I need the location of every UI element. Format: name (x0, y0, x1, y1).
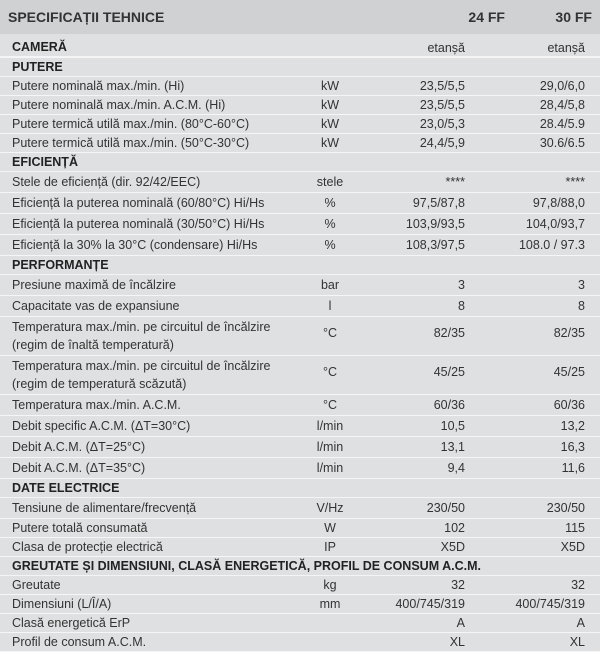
row-unit: °C (322, 326, 338, 340)
value-30ff: 13,2 (560, 419, 585, 433)
row-label: Putere termică utilă max./min. (80°C-60°C) (12, 117, 250, 131)
table-row (0, 395, 600, 416)
row-label-line2: (regim de temperatură scăzută) (12, 377, 187, 391)
table-row (0, 134, 600, 153)
row-label-line1: Temperatura max./min. pe circuitul de încălzire (12, 320, 271, 334)
table-row (0, 115, 600, 134)
table-row (0, 77, 600, 96)
table-header (0, 0, 600, 34)
row-unit: IP (324, 540, 336, 554)
value-24ff: 23,5/5,5 (419, 98, 465, 112)
table-row (0, 437, 600, 458)
spec-sections (0, 34, 600, 652)
section-title-date-electrice: DATE ELECTRICE (0, 479, 600, 498)
row-label: Putere termică utilă max./min. (50°C-30°C) (12, 136, 250, 150)
row-unit: mm (319, 597, 341, 611)
value-30ff: 28,4/5,8 (539, 98, 585, 112)
value-30ff: 28.4/5.9 (539, 117, 585, 131)
value-24ff: 230/50 (426, 501, 465, 515)
row-unit: % (324, 217, 336, 231)
value-30ff: 8 (578, 299, 585, 313)
value-24ff: 60/36 (433, 398, 465, 412)
table-row (0, 296, 600, 317)
row-label: Clasă energetică ErP (12, 616, 131, 630)
row-label: Debit specific A.C.M. (ΔT=30°C) (12, 419, 191, 433)
row-unit: kW (320, 79, 340, 93)
value-24ff: 24,4/5,9 (419, 136, 465, 150)
value-24ff: 103,9/93,5 (405, 217, 465, 231)
value-30ff: 30.6/6.5 (539, 136, 585, 150)
value-30ff: 11,6 (561, 461, 585, 475)
row-unit: kg (323, 578, 337, 592)
row-unit: kW (320, 117, 340, 131)
value-24ff: X5D (440, 540, 465, 554)
row-label: Clasa de protecție electrică (12, 540, 163, 554)
row-label: Eficiență la 30% la 30°C (condensare) Hi/Hs (12, 238, 258, 252)
table-row (0, 519, 600, 538)
row-label (0, 356, 305, 393)
value-24ff: 3 (458, 278, 465, 292)
column-header-30ff: 30 FF (555, 9, 592, 25)
row-unit: l (328, 299, 332, 313)
row-label (0, 317, 305, 354)
row-label: Dimensiuni (L/Î/A) (12, 597, 112, 611)
table-row (0, 498, 600, 519)
row-label: Putere nominală max./min. A.C.M. (Hi) (12, 98, 226, 112)
row-unit: % (324, 196, 336, 210)
value-30ff: 45/25 (553, 365, 585, 379)
section-title-performante: PERFORMANȚE (0, 256, 600, 275)
value-30ff: A (576, 616, 585, 630)
table-row (0, 96, 600, 115)
row-label-line2: (regim de înaltă temperatură) (12, 338, 174, 352)
value-30ff: 115 (565, 521, 585, 535)
table-row (0, 576, 600, 595)
table-row (0, 172, 600, 193)
row-label: Putere totală consumată (12, 521, 148, 535)
value-30ff: 16,3 (560, 440, 585, 454)
value-24ff: 45/25 (433, 365, 465, 379)
row-unit: W (324, 521, 336, 535)
value-30ff: XL (569, 635, 585, 649)
row-unit: °C (322, 365, 338, 379)
table-row (0, 275, 600, 296)
table-row (0, 214, 600, 235)
table-row (0, 317, 600, 356)
table-row (0, 416, 600, 437)
value-30ff: 104,0/93,7 (525, 217, 585, 231)
row-label: Temperatura max./min. A.C.M. (12, 398, 181, 412)
table-row (0, 538, 600, 557)
table-row (0, 633, 600, 652)
row-unit: V/Hz (316, 501, 344, 515)
value-24ff: 82/35 (433, 326, 465, 340)
table-row (0, 595, 600, 614)
section-title-eficienta: EFICIENȚĂ (0, 153, 600, 172)
value-30ff: 82/35 (553, 326, 585, 340)
value-30ff: etanșă (547, 41, 585, 55)
column-header-24ff: 24 FF (468, 9, 505, 25)
row-unit: % (324, 238, 336, 252)
value-30ff: 32 (571, 578, 585, 592)
row-label: Capacitate vas de expansiune (12, 299, 180, 313)
row-label: Debit A.C.M. (ΔT=25°C) (12, 440, 146, 454)
section-title-greutate-dimensiuni: GREUTATE ȘI DIMENSIUNI, CLASĂ ENERGETICĂ, PROFIL DE CONSUM A.C.M. (0, 557, 600, 576)
row-unit: l/min (316, 419, 344, 433)
row-label: Greutate (12, 578, 61, 592)
value-24ff: etanșă (427, 41, 465, 55)
row-label: Putere nominală max./min. (Hi) (12, 79, 185, 93)
row-label-line1: Temperatura max./min. pe circuitul de încălzire (12, 359, 271, 373)
row-unit: stele (316, 175, 344, 189)
value-24ff: 102 (444, 521, 465, 535)
value-30ff: 230/50 (546, 501, 585, 515)
table-row (0, 193, 600, 214)
value-24ff: 9,4 (447, 461, 465, 475)
row-unit: kW (320, 136, 340, 150)
row-label: Presiune maximă de încălzire (12, 278, 176, 292)
row-label: Eficiență la puterea nominală (30/50°C) Hi/Hs (12, 217, 265, 231)
table-row (0, 39, 600, 58)
section-title-camera: CAMERĂ (0, 38, 600, 57)
table-row (0, 235, 600, 256)
value-24ff: 23,5/5,5 (419, 79, 465, 93)
value-30ff: 108.0 / 97.3 (518, 238, 585, 252)
value-24ff: 108,3/97,5 (405, 238, 465, 252)
value-30ff: **** (565, 175, 585, 189)
value-24ff: 97,5/87,8 (412, 196, 465, 210)
value-24ff: 13,1 (440, 440, 465, 454)
row-unit: °C (322, 398, 338, 412)
table-row (0, 458, 600, 479)
section-title-putere: PUTERE (0, 58, 600, 77)
value-30ff: X5D (560, 540, 585, 554)
row-unit: l/min (316, 461, 344, 475)
value-30ff: 97,8/88,0 (532, 196, 585, 210)
table-title: SPECIFICAȚII TEHNICE (8, 9, 165, 25)
row-label: Tensiune de alimentare/frecvență (12, 501, 197, 515)
table-row (0, 614, 600, 633)
value-24ff: 23,0/5,3 (419, 117, 465, 131)
row-unit: l/min (316, 440, 344, 454)
value-24ff: A (456, 616, 465, 630)
value-24ff: 10,5 (440, 419, 465, 433)
row-label: Eficiență la puterea nominală (60/80°C) Hi/Hs (12, 196, 265, 210)
value-24ff: 32 (451, 578, 465, 592)
row-label: Profil de consum A.C.M. (12, 635, 147, 649)
row-label: Stele de eficiență (dir. 92/42/EEC) (12, 175, 201, 189)
row-unit: kW (320, 98, 340, 112)
value-30ff: 29,0/6,0 (539, 79, 585, 93)
table-row (0, 356, 600, 395)
value-24ff: XL (449, 635, 465, 649)
value-30ff: 400/745/319 (515, 597, 585, 611)
value-24ff: 400/745/319 (395, 597, 465, 611)
row-label: Debit A.C.M. (ΔT=35°C) (12, 461, 146, 475)
value-24ff: 8 (458, 299, 465, 313)
row-unit: bar (320, 278, 340, 292)
value-30ff: 60/36 (553, 398, 585, 412)
value-24ff: **** (445, 175, 465, 189)
value-30ff: 3 (578, 278, 585, 292)
